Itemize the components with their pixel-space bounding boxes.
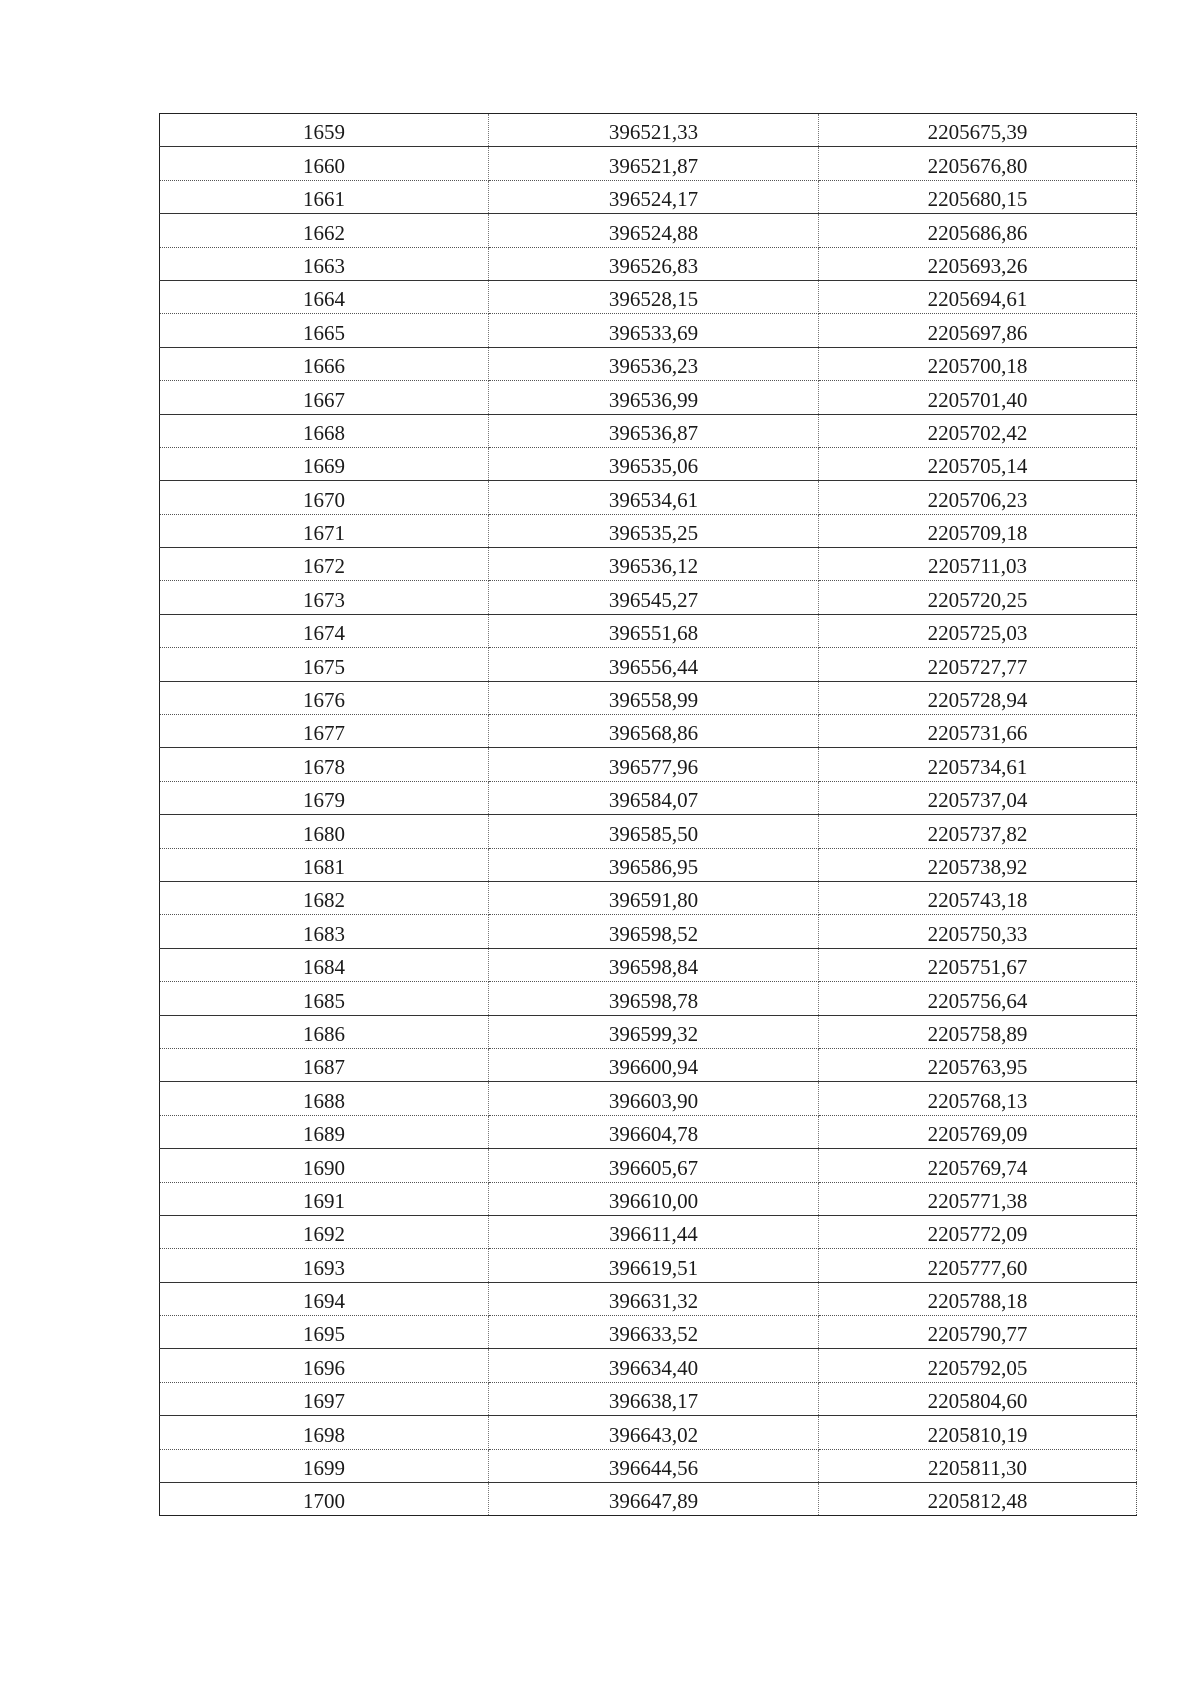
point-number-cell bbox=[160, 1149, 489, 1182]
x-coordinate-cell bbox=[489, 280, 819, 313]
point-number-cell bbox=[160, 1416, 489, 1449]
point-number-cell bbox=[160, 1282, 489, 1315]
y-coordinate-cell bbox=[819, 1115, 1137, 1148]
y-coordinate-cell bbox=[819, 1349, 1137, 1382]
y-coordinate-cell bbox=[819, 280, 1137, 313]
cell-text: 1676 bbox=[303, 688, 345, 713]
x-coordinate-cell bbox=[489, 514, 819, 547]
coordinates-table-body bbox=[160, 114, 1137, 1516]
point-number-cell bbox=[160, 381, 489, 414]
table-row bbox=[160, 648, 1137, 681]
point-number-cell bbox=[160, 648, 489, 681]
point-number-cell bbox=[160, 982, 489, 1015]
cell-text: 1669 bbox=[303, 454, 345, 479]
y-coordinate-cell bbox=[819, 447, 1137, 480]
cell-text: 2205731,66 bbox=[927, 721, 1028, 746]
cell-text: 396528,15 bbox=[608, 287, 699, 312]
x-coordinate-cell bbox=[489, 214, 819, 247]
cell-text: 1666 bbox=[303, 354, 345, 379]
cell-text: 2205675,39 bbox=[927, 120, 1028, 145]
x-coordinate-cell bbox=[489, 114, 819, 147]
cell-text: 1668 bbox=[303, 420, 345, 445]
y-coordinate-cell bbox=[819, 247, 1137, 280]
point-number-cell bbox=[160, 1182, 489, 1215]
point-number-cell bbox=[160, 581, 489, 614]
cell-text: 2205768,13 bbox=[927, 1088, 1028, 1113]
x-coordinate-cell bbox=[489, 1115, 819, 1148]
cell-text: 1685 bbox=[303, 988, 345, 1013]
point-number-cell bbox=[160, 247, 489, 280]
table-row bbox=[160, 548, 1137, 581]
cell-text: 2205706,23 bbox=[927, 487, 1028, 512]
cell-text: 1700 bbox=[303, 1489, 345, 1514]
y-coordinate-cell bbox=[819, 815, 1137, 848]
cell-text: 396521,87 bbox=[608, 153, 699, 178]
cell-text: 2205771,38 bbox=[927, 1188, 1028, 1213]
y-coordinate-cell bbox=[819, 781, 1137, 814]
x-coordinate-cell bbox=[489, 1082, 819, 1115]
point-number-cell bbox=[160, 1015, 489, 1048]
table-row bbox=[160, 614, 1137, 647]
x-coordinate-cell bbox=[489, 1416, 819, 1449]
cell-text: 396633,52 bbox=[608, 1322, 699, 1347]
cell-text: 396591,80 bbox=[608, 888, 699, 913]
x-coordinate-cell bbox=[489, 848, 819, 881]
y-coordinate-cell bbox=[819, 915, 1137, 948]
cell-text: 1689 bbox=[303, 1122, 345, 1147]
y-coordinate-cell bbox=[819, 381, 1137, 414]
x-coordinate-cell bbox=[489, 1182, 819, 1215]
cell-text: 2205702,42 bbox=[927, 420, 1028, 445]
point-number-cell bbox=[160, 1082, 489, 1115]
x-coordinate-cell bbox=[489, 1048, 819, 1081]
x-coordinate-cell bbox=[489, 1149, 819, 1182]
cell-text: 2205700,18 bbox=[927, 354, 1028, 379]
y-coordinate-cell bbox=[819, 314, 1137, 347]
cell-text: 2205734,61 bbox=[927, 754, 1028, 779]
cell-text: 2205728,94 bbox=[927, 688, 1028, 713]
point-number-cell bbox=[160, 114, 489, 147]
cell-text: 2205680,15 bbox=[927, 187, 1028, 212]
point-number-cell bbox=[160, 447, 489, 480]
y-coordinate-cell bbox=[819, 114, 1137, 147]
cell-text: 1663 bbox=[303, 253, 345, 278]
cell-text: 396535,25 bbox=[608, 521, 699, 546]
cell-text: 2205750,33 bbox=[927, 921, 1028, 946]
y-coordinate-cell bbox=[819, 1282, 1137, 1315]
table-row bbox=[160, 1282, 1137, 1315]
cell-text: 396631,32 bbox=[608, 1289, 699, 1314]
x-coordinate-cell bbox=[489, 614, 819, 647]
y-coordinate-cell bbox=[819, 548, 1137, 581]
cell-text: 396604,78 bbox=[608, 1122, 699, 1147]
y-coordinate-cell bbox=[819, 1015, 1137, 1048]
table-row bbox=[160, 881, 1137, 914]
cell-text: 2205788,18 bbox=[927, 1289, 1028, 1314]
y-coordinate-cell bbox=[819, 1416, 1137, 1449]
y-coordinate-cell bbox=[819, 414, 1137, 447]
point-number-cell bbox=[160, 147, 489, 180]
y-coordinate-cell bbox=[819, 848, 1137, 881]
cell-text: 396598,52 bbox=[608, 921, 699, 946]
point-number-cell bbox=[160, 915, 489, 948]
y-coordinate-cell bbox=[819, 881, 1137, 914]
table-row bbox=[160, 815, 1137, 848]
x-coordinate-cell bbox=[489, 447, 819, 480]
point-number-cell bbox=[160, 1382, 489, 1415]
cell-text: 396568,86 bbox=[608, 721, 699, 746]
table-row bbox=[160, 447, 1137, 480]
table-row bbox=[160, 982, 1137, 1015]
table-row bbox=[160, 1082, 1137, 1115]
y-coordinate-cell bbox=[819, 1249, 1137, 1282]
x-coordinate-cell bbox=[489, 781, 819, 814]
cell-text: 1693 bbox=[303, 1255, 345, 1280]
table-row bbox=[160, 1215, 1137, 1248]
cell-text: 396644,56 bbox=[608, 1456, 699, 1481]
cell-text: 1697 bbox=[303, 1389, 345, 1414]
cell-text: 396611,44 bbox=[609, 1222, 698, 1247]
cell-text: 2205804,60 bbox=[927, 1389, 1028, 1414]
table-row bbox=[160, 481, 1137, 514]
cell-text: 1665 bbox=[303, 320, 345, 345]
point-number-cell bbox=[160, 1249, 489, 1282]
x-coordinate-cell bbox=[489, 815, 819, 848]
coordinates-table bbox=[159, 113, 1137, 1516]
point-number-cell bbox=[160, 948, 489, 981]
table-row bbox=[160, 1483, 1137, 1516]
cell-text: 1695 bbox=[303, 1322, 345, 1347]
point-number-cell bbox=[160, 1215, 489, 1248]
cell-text: 2205697,86 bbox=[927, 320, 1028, 345]
x-coordinate-cell bbox=[489, 1483, 819, 1516]
y-coordinate-cell bbox=[819, 1483, 1137, 1516]
cell-text: 396545,27 bbox=[608, 587, 699, 612]
cell-text: 396585,50 bbox=[608, 821, 699, 846]
cell-text: 2205777,60 bbox=[927, 1255, 1028, 1280]
cell-text: 396524,88 bbox=[608, 220, 699, 245]
y-coordinate-cell bbox=[819, 648, 1137, 681]
cell-text: 2205758,89 bbox=[927, 1021, 1028, 1046]
cell-text: 1692 bbox=[303, 1222, 345, 1247]
cell-text: 396526,83 bbox=[608, 253, 699, 278]
table-row bbox=[160, 280, 1137, 313]
cell-text: 1680 bbox=[303, 821, 345, 846]
point-number-cell bbox=[160, 614, 489, 647]
table-row bbox=[160, 915, 1137, 948]
x-coordinate-cell bbox=[489, 1215, 819, 1248]
point-number-cell bbox=[160, 347, 489, 380]
cell-text: 1659 bbox=[303, 120, 345, 145]
table-row bbox=[160, 1349, 1137, 1382]
x-coordinate-cell bbox=[489, 180, 819, 213]
cell-text: 396584,07 bbox=[608, 788, 699, 813]
cell-text: 2205769,09 bbox=[927, 1122, 1028, 1147]
table-row bbox=[160, 1182, 1137, 1215]
cell-text: 2205790,77 bbox=[927, 1322, 1028, 1347]
x-coordinate-cell bbox=[489, 1316, 819, 1349]
cell-text: 396521,33 bbox=[608, 120, 699, 145]
table-row bbox=[160, 381, 1137, 414]
cell-text: 1662 bbox=[303, 220, 345, 245]
cell-text: 1674 bbox=[303, 621, 345, 646]
cell-text: 1687 bbox=[303, 1055, 345, 1080]
cell-text: 396586,95 bbox=[608, 854, 699, 879]
cell-text: 396643,02 bbox=[608, 1422, 699, 1447]
x-coordinate-cell bbox=[489, 881, 819, 914]
cell-text: 1673 bbox=[303, 587, 345, 612]
cell-text: 1686 bbox=[303, 1021, 345, 1046]
y-coordinate-cell bbox=[819, 1149, 1137, 1182]
y-coordinate-cell bbox=[819, 681, 1137, 714]
point-number-cell bbox=[160, 848, 489, 881]
y-coordinate-cell bbox=[819, 180, 1137, 213]
cell-text: 1681 bbox=[303, 854, 345, 879]
cell-text: 2205737,04 bbox=[927, 788, 1028, 813]
point-number-cell bbox=[160, 180, 489, 213]
cell-text: 2205694,61 bbox=[927, 287, 1028, 312]
point-number-cell bbox=[160, 214, 489, 247]
cell-text: 2205711,03 bbox=[928, 554, 1027, 579]
point-number-cell bbox=[160, 881, 489, 914]
y-coordinate-cell bbox=[819, 1449, 1137, 1482]
cell-text: 2205810,19 bbox=[927, 1422, 1028, 1447]
x-coordinate-cell bbox=[489, 347, 819, 380]
cell-text: 2205737,82 bbox=[927, 821, 1028, 846]
y-coordinate-cell bbox=[819, 347, 1137, 380]
cell-text: 396603,90 bbox=[608, 1088, 699, 1113]
cell-text: 1679 bbox=[303, 788, 345, 813]
table-row bbox=[160, 1149, 1137, 1182]
cell-text: 1688 bbox=[303, 1088, 345, 1113]
table-row bbox=[160, 848, 1137, 881]
cell-text: 1675 bbox=[303, 654, 345, 679]
cell-text: 1691 bbox=[303, 1188, 345, 1213]
x-coordinate-cell bbox=[489, 147, 819, 180]
cell-text: 2205727,77 bbox=[927, 654, 1028, 679]
table-row bbox=[160, 214, 1137, 247]
y-coordinate-cell bbox=[819, 481, 1137, 514]
table-row bbox=[160, 314, 1137, 347]
x-coordinate-cell bbox=[489, 414, 819, 447]
point-number-cell bbox=[160, 481, 489, 514]
y-coordinate-cell bbox=[819, 1048, 1137, 1081]
y-coordinate-cell bbox=[819, 982, 1137, 1015]
x-coordinate-cell bbox=[489, 1349, 819, 1382]
x-coordinate-cell bbox=[489, 1015, 819, 1048]
cell-text: 396638,17 bbox=[608, 1389, 699, 1414]
cell-text: 1672 bbox=[303, 554, 345, 579]
cell-text: 396598,78 bbox=[608, 988, 699, 1013]
y-coordinate-cell bbox=[819, 1182, 1137, 1215]
cell-text: 1661 bbox=[303, 187, 345, 212]
cell-text: 396599,32 bbox=[608, 1021, 699, 1046]
x-coordinate-cell bbox=[489, 948, 819, 981]
table-row bbox=[160, 748, 1137, 781]
y-coordinate-cell bbox=[819, 147, 1137, 180]
x-coordinate-cell bbox=[489, 1282, 819, 1315]
cell-text: 396577,96 bbox=[608, 754, 699, 779]
cell-text: 2205751,67 bbox=[927, 955, 1028, 980]
y-coordinate-cell bbox=[819, 581, 1137, 614]
cell-text: 2205686,86 bbox=[927, 220, 1028, 245]
cell-text: 1683 bbox=[303, 921, 345, 946]
point-number-cell bbox=[160, 681, 489, 714]
table-row bbox=[160, 514, 1137, 547]
cell-text: 396536,87 bbox=[608, 420, 699, 445]
cell-text: 2205812,48 bbox=[927, 1489, 1028, 1514]
cell-text: 1696 bbox=[303, 1355, 345, 1380]
table-row bbox=[160, 1449, 1137, 1482]
cell-text: 1698 bbox=[303, 1422, 345, 1447]
table-row bbox=[160, 681, 1137, 714]
table-row bbox=[160, 1048, 1137, 1081]
y-coordinate-cell bbox=[819, 614, 1137, 647]
cell-text: 396556,44 bbox=[608, 654, 699, 679]
cell-text: 2205693,26 bbox=[927, 253, 1028, 278]
cell-text: 396534,61 bbox=[608, 487, 699, 512]
cell-text: 2205756,64 bbox=[927, 988, 1028, 1013]
x-coordinate-cell bbox=[489, 748, 819, 781]
cell-text: 1684 bbox=[303, 955, 345, 980]
table-row bbox=[160, 948, 1137, 981]
table-row bbox=[160, 1316, 1137, 1349]
cell-text: 396598,84 bbox=[608, 955, 699, 980]
cell-text: 1677 bbox=[303, 721, 345, 746]
y-coordinate-cell bbox=[819, 1215, 1137, 1248]
cell-text: 396533,69 bbox=[608, 320, 699, 345]
point-number-cell bbox=[160, 1483, 489, 1516]
cell-text: 1671 bbox=[303, 521, 345, 546]
x-coordinate-cell bbox=[489, 648, 819, 681]
y-coordinate-cell bbox=[819, 715, 1137, 748]
table-row bbox=[160, 715, 1137, 748]
cell-text: 396610,00 bbox=[608, 1188, 699, 1213]
point-number-cell bbox=[160, 781, 489, 814]
y-coordinate-cell bbox=[819, 1082, 1137, 1115]
table-row bbox=[160, 781, 1137, 814]
x-coordinate-cell bbox=[489, 581, 819, 614]
cell-text: 2205743,18 bbox=[927, 888, 1028, 913]
x-coordinate-cell bbox=[489, 247, 819, 280]
y-coordinate-cell bbox=[819, 214, 1137, 247]
cell-text: 2205725,03 bbox=[927, 621, 1028, 646]
cell-text: 396536,99 bbox=[608, 387, 699, 412]
table-row bbox=[160, 1382, 1137, 1415]
point-number-cell bbox=[160, 715, 489, 748]
cell-text: 2205763,95 bbox=[927, 1055, 1028, 1080]
table-row bbox=[160, 114, 1137, 147]
point-number-cell bbox=[160, 1048, 489, 1081]
cell-text: 2205792,05 bbox=[927, 1355, 1028, 1380]
cell-text: 1670 bbox=[303, 487, 345, 512]
x-coordinate-cell bbox=[489, 548, 819, 581]
cell-text: 2205705,14 bbox=[927, 454, 1028, 479]
table-row bbox=[160, 1249, 1137, 1282]
point-number-cell bbox=[160, 414, 489, 447]
table-row bbox=[160, 1015, 1137, 1048]
cell-text: 2205701,40 bbox=[927, 387, 1028, 412]
table-row bbox=[160, 1416, 1137, 1449]
cell-text: 396558,99 bbox=[608, 688, 699, 713]
y-coordinate-cell bbox=[819, 748, 1137, 781]
point-number-cell bbox=[160, 1449, 489, 1482]
x-coordinate-cell bbox=[489, 982, 819, 1015]
point-number-cell bbox=[160, 1115, 489, 1148]
point-number-cell bbox=[160, 1349, 489, 1382]
x-coordinate-cell bbox=[489, 915, 819, 948]
point-number-cell bbox=[160, 1316, 489, 1349]
x-coordinate-cell bbox=[489, 481, 819, 514]
x-coordinate-cell bbox=[489, 1382, 819, 1415]
x-coordinate-cell bbox=[489, 381, 819, 414]
point-number-cell bbox=[160, 314, 489, 347]
cell-text: 2205738,92 bbox=[927, 854, 1028, 879]
cell-text: 1699 bbox=[303, 1456, 345, 1481]
x-coordinate-cell bbox=[489, 314, 819, 347]
y-coordinate-cell bbox=[819, 1382, 1137, 1415]
cell-text: 2205769,74 bbox=[927, 1155, 1028, 1180]
cell-text: 2205811,30 bbox=[928, 1456, 1027, 1481]
cell-text: 396536,23 bbox=[608, 354, 699, 379]
cell-text: 396524,17 bbox=[608, 187, 699, 212]
point-number-cell bbox=[160, 548, 489, 581]
cell-text: 396634,40 bbox=[608, 1355, 699, 1380]
x-coordinate-cell bbox=[489, 1449, 819, 1482]
x-coordinate-cell bbox=[489, 681, 819, 714]
y-coordinate-cell bbox=[819, 514, 1137, 547]
cell-text: 2205676,80 bbox=[927, 153, 1028, 178]
cell-text: 396535,06 bbox=[608, 454, 699, 479]
table-row bbox=[160, 1115, 1137, 1148]
cell-text: 1678 bbox=[303, 754, 345, 779]
table-row bbox=[160, 180, 1137, 213]
cell-text: 1664 bbox=[303, 287, 345, 312]
cell-text: 396619,51 bbox=[608, 1255, 699, 1280]
x-coordinate-cell bbox=[489, 1249, 819, 1282]
cell-text: 396600,94 bbox=[608, 1055, 699, 1080]
cell-text: 1694 bbox=[303, 1289, 345, 1314]
cell-text: 1660 bbox=[303, 153, 345, 178]
cell-text: 2205720,25 bbox=[927, 587, 1028, 612]
table-row bbox=[160, 581, 1137, 614]
cell-text: 396536,12 bbox=[608, 554, 699, 579]
cell-text: 2205772,09 bbox=[927, 1222, 1028, 1247]
cell-text: 1690 bbox=[303, 1155, 345, 1180]
point-number-cell bbox=[160, 815, 489, 848]
y-coordinate-cell bbox=[819, 948, 1137, 981]
table-row bbox=[160, 247, 1137, 280]
cell-text: 396551,68 bbox=[608, 621, 699, 646]
y-coordinate-cell bbox=[819, 1316, 1137, 1349]
point-number-cell bbox=[160, 748, 489, 781]
x-coordinate-cell bbox=[489, 715, 819, 748]
table-row bbox=[160, 347, 1137, 380]
table-row bbox=[160, 414, 1137, 447]
table-row bbox=[160, 147, 1137, 180]
cell-text: 396647,89 bbox=[608, 1489, 699, 1514]
cell-text: 396605,67 bbox=[608, 1155, 699, 1180]
cell-text: 1682 bbox=[303, 888, 345, 913]
point-number-cell bbox=[160, 514, 489, 547]
cell-text: 1667 bbox=[303, 387, 345, 412]
cell-text: 2205709,18 bbox=[927, 521, 1028, 546]
point-number-cell bbox=[160, 280, 489, 313]
